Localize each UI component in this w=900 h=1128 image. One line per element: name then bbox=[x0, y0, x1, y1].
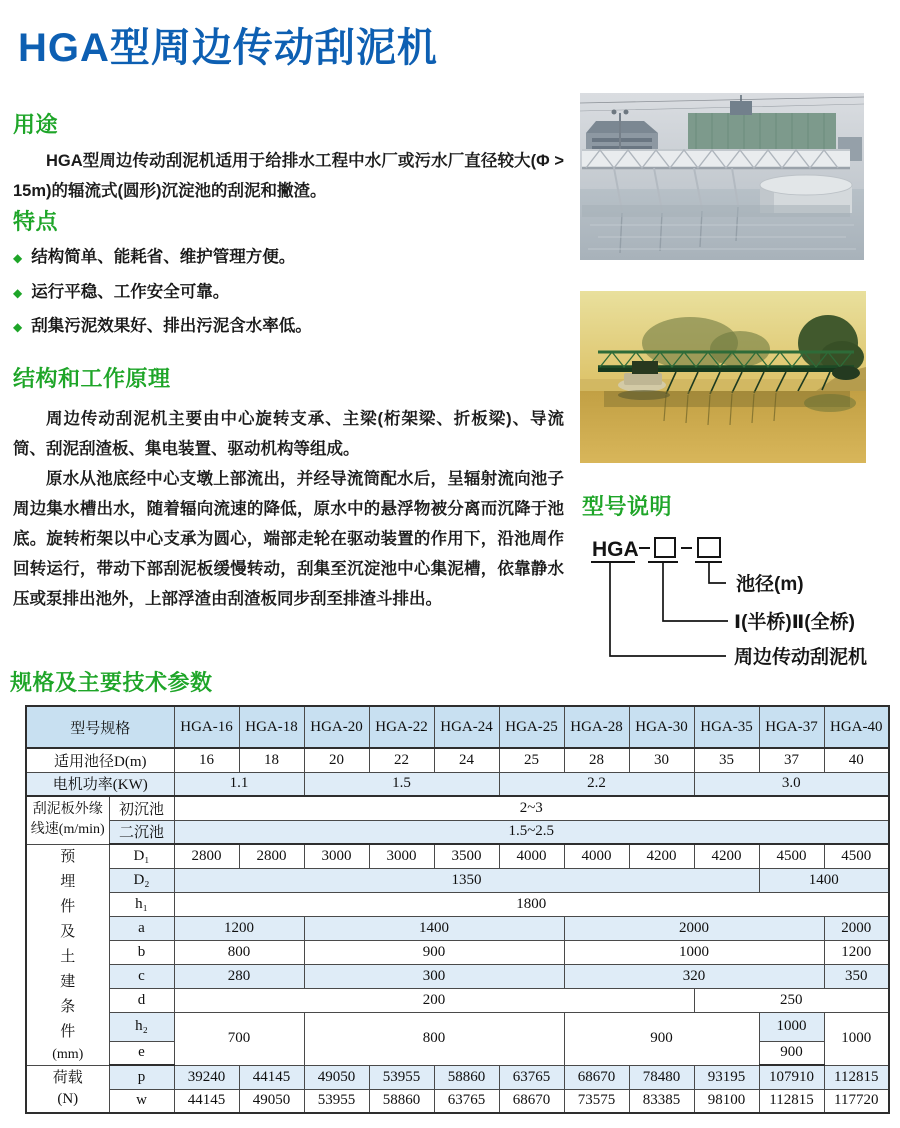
cell: 1200 bbox=[824, 940, 889, 964]
row-label: a bbox=[109, 916, 174, 940]
table-row-pool-diameter bbox=[26, 748, 889, 772]
feature-text: 结构简单、能耗省、维护管理方便。 bbox=[31, 248, 296, 266]
cell: 2800 bbox=[239, 844, 304, 868]
cell: 35 bbox=[694, 748, 759, 772]
feature-item bbox=[13, 241, 564, 276]
table-row-line-speed-secondary bbox=[26, 820, 889, 844]
model-header-cell: HGA-37 bbox=[759, 706, 824, 748]
cell: 900 bbox=[564, 1012, 759, 1065]
cell: 40 bbox=[824, 748, 889, 772]
row-label: w bbox=[109, 1089, 174, 1113]
cell: 78480 bbox=[629, 1065, 694, 1089]
cell: 98100 bbox=[694, 1089, 759, 1113]
table-row-models bbox=[26, 706, 889, 748]
model-label-bridge-type: Ⅰ(半桥)Ⅱ(全桥) bbox=[734, 612, 855, 633]
group-label-text: 荷载 bbox=[52, 1069, 83, 1086]
table-row-h1 bbox=[26, 892, 889, 916]
cell: 1.5 bbox=[304, 772, 499, 796]
cell: 58860 bbox=[369, 1089, 434, 1113]
cell: 4000 bbox=[564, 844, 629, 868]
cell: 25 bbox=[499, 748, 564, 772]
cell: 2.2 bbox=[499, 772, 694, 796]
group-label-embedded-parts bbox=[26, 844, 109, 1065]
model-code-diagram bbox=[578, 520, 900, 675]
cell: 1000 bbox=[564, 940, 824, 964]
cell: 4200 bbox=[629, 844, 694, 868]
diamond-bullet-icon: ◆ bbox=[13, 285, 23, 300]
usage-paragraph-block bbox=[13, 146, 564, 206]
cell: 1000 bbox=[759, 1012, 824, 1041]
row-label: b bbox=[109, 940, 174, 964]
row-label: c bbox=[109, 964, 174, 988]
cell: 800 bbox=[174, 940, 304, 964]
cell: 18 bbox=[239, 748, 304, 772]
cell: 39240 bbox=[174, 1065, 239, 1089]
model-header-cell: HGA-22 bbox=[369, 706, 434, 748]
table-row-motor-power bbox=[26, 772, 889, 796]
usage-paragraph: HGA型周边传动刮泥机适用于给排水工程中水厂或污水厂直径较大(Φ > 15m)的辐流式(圆形)沉淀池的刮泥和撇渣。 bbox=[13, 152, 564, 200]
model-header-cell: HGA-20 bbox=[304, 706, 369, 748]
cell: 800 bbox=[304, 1012, 564, 1065]
cell: 1350 bbox=[174, 868, 759, 892]
diamond-bullet-icon: ◆ bbox=[13, 251, 23, 265]
cell: 3000 bbox=[304, 844, 369, 868]
cell: 2800 bbox=[174, 844, 239, 868]
feature-item bbox=[13, 310, 564, 345]
table-row-line-speed-primary bbox=[26, 796, 889, 820]
cell: 2000 bbox=[564, 916, 824, 940]
cell: 4500 bbox=[824, 844, 889, 868]
model-box-bridge-type bbox=[655, 538, 675, 557]
group-label-text: 预埋件及土建条件 bbox=[60, 848, 76, 1040]
table-row-load-p bbox=[26, 1065, 889, 1089]
row-label: e bbox=[109, 1041, 174, 1065]
row-label: 初沉池 bbox=[109, 796, 174, 820]
cell: 20 bbox=[304, 748, 369, 772]
cell: 900 bbox=[759, 1041, 824, 1065]
cell: 200 bbox=[174, 988, 694, 1012]
cell: 2~3 bbox=[174, 796, 889, 820]
cell: 280 bbox=[174, 964, 304, 988]
cell: 112815 bbox=[824, 1065, 889, 1089]
cell: 4200 bbox=[694, 844, 759, 868]
photo-scraper-bridge-sunset bbox=[580, 291, 866, 463]
cell: 700 bbox=[174, 1012, 304, 1065]
cell: 22 bbox=[369, 748, 434, 772]
spec-table bbox=[25, 705, 890, 1114]
model-label-pool-diameter: 池径(m) bbox=[736, 574, 804, 595]
row-label: d bbox=[109, 988, 174, 1012]
cell: 3.0 bbox=[694, 772, 889, 796]
section-heading-features: 特点 bbox=[13, 209, 59, 234]
table-row-load-w bbox=[26, 1089, 889, 1113]
principle-paragraph: 周边传动刮泥机主要由中心旋转支承、主梁(桁架梁、折板梁)、导流筒、刮泥刮渣板、集电装置、驱动机构等组成。 bbox=[13, 410, 564, 458]
section-heading-specs: 规格及主要技术参数 bbox=[10, 670, 213, 695]
cell: 112815 bbox=[759, 1089, 824, 1113]
feature-text: 刮集污泥效果好、排出污泥含水率低。 bbox=[31, 317, 312, 335]
table-row-h2 bbox=[26, 1012, 889, 1041]
principle-paragraph-block bbox=[13, 404, 564, 614]
section-heading-model: 型号说明 bbox=[582, 494, 673, 519]
model-label-machine-name: 周边传动刮泥机 bbox=[734, 647, 868, 668]
cell: 2000 bbox=[824, 916, 889, 940]
model-header-cell: HGA-18 bbox=[239, 706, 304, 748]
cell: 4000 bbox=[499, 844, 564, 868]
cell: 28 bbox=[564, 748, 629, 772]
table-row-d1 bbox=[26, 844, 889, 868]
group-label-unit: (mm) bbox=[52, 1046, 84, 1062]
cell: 37 bbox=[759, 748, 824, 772]
model-header-cell: HGA-35 bbox=[694, 706, 759, 748]
cell: 320 bbox=[564, 964, 824, 988]
group-label-line-speed: 刮泥板外缘线速(m/min) bbox=[26, 796, 109, 844]
cell: 44145 bbox=[239, 1065, 304, 1089]
photo-scraper-bridge-plant bbox=[580, 93, 864, 260]
row-label: 适用池径D(m) bbox=[26, 748, 174, 772]
row-label: D₂ bbox=[109, 868, 174, 892]
cell: 1400 bbox=[759, 868, 889, 892]
cell: 1.5~2.5 bbox=[174, 820, 889, 844]
cell: 73575 bbox=[564, 1089, 629, 1113]
cell: 1200 bbox=[174, 916, 304, 940]
feature-item bbox=[13, 276, 564, 311]
cell: 350 bbox=[824, 964, 889, 988]
table-row-c bbox=[26, 964, 889, 988]
cell: 1.1 bbox=[174, 772, 304, 796]
cell: 3000 bbox=[369, 844, 434, 868]
row-label: h₁ bbox=[109, 892, 174, 916]
cell: 107910 bbox=[759, 1065, 824, 1089]
cell: 300 bbox=[304, 964, 564, 988]
diamond-bullet-icon: ◆ bbox=[13, 320, 23, 334]
cell: 49050 bbox=[304, 1065, 369, 1089]
principle-paragraph: 原水从池底经中心支墩上部流出，并经导流筒配水后，呈辐射流向池子周边集水槽出水，随着辐向流速的降低，原水中的悬浮物被分离而沉降于池底。旋转桁架以中心支承为圆心，端部走轮在驱动装置的作用下，沿池周作回转运行，带动下部刮泥板缓慢转动，刮集至沉淀池中心集泥槽，依靠静水压或泵排出池外，上部浮渣由刮渣板同步刮至排渣斗排出。 bbox=[13, 470, 564, 608]
cell: 4500 bbox=[759, 844, 824, 868]
cell: 1800 bbox=[174, 892, 889, 916]
cell: 68670 bbox=[564, 1065, 629, 1089]
model-header-cell: HGA-16 bbox=[174, 706, 239, 748]
cell: 93195 bbox=[694, 1065, 759, 1089]
model-header-cell: HGA-28 bbox=[564, 706, 629, 748]
cell: 68670 bbox=[499, 1089, 564, 1113]
cell: 83385 bbox=[629, 1089, 694, 1113]
cell: 53955 bbox=[369, 1065, 434, 1089]
cell: 900 bbox=[304, 940, 564, 964]
model-header-cell: HGA-25 bbox=[499, 706, 564, 748]
feature-text: 运行平稳、工作安全可靠。 bbox=[31, 282, 230, 301]
cell: 30 bbox=[629, 748, 694, 772]
group-label-unit: (N) bbox=[57, 1090, 79, 1107]
row-label: h₂ bbox=[109, 1012, 174, 1041]
table-row-b bbox=[26, 940, 889, 964]
table-row-a bbox=[26, 916, 889, 940]
table-row-d bbox=[26, 988, 889, 1012]
row-label: p bbox=[109, 1065, 174, 1089]
model-header-cell: HGA-24 bbox=[434, 706, 499, 748]
cell: 44145 bbox=[174, 1089, 239, 1113]
cell: 63765 bbox=[499, 1065, 564, 1089]
cell: 3500 bbox=[434, 844, 499, 868]
cell: 49050 bbox=[239, 1089, 304, 1113]
row-label: 二沉池 bbox=[109, 820, 174, 844]
section-heading-usage: 用途 bbox=[13, 112, 59, 137]
row-label: 电机功率(KW) bbox=[26, 772, 174, 796]
row-label: D₁ bbox=[109, 844, 174, 868]
model-header-cell: HGA-40 bbox=[824, 706, 889, 748]
section-heading-principle: 结构和工作原理 bbox=[13, 366, 171, 391]
cell: 117720 bbox=[824, 1089, 889, 1113]
cell: 24 bbox=[434, 748, 499, 772]
cell: 16 bbox=[174, 748, 239, 772]
feature-list bbox=[13, 241, 564, 345]
cell: 1000 bbox=[824, 1012, 889, 1065]
page-title: HGA型周边传动刮泥机 bbox=[18, 26, 438, 70]
cell: 250 bbox=[694, 988, 889, 1012]
model-header-cell: HGA-30 bbox=[629, 706, 694, 748]
model-prefix-text: HGA bbox=[592, 538, 639, 561]
cell: 1400 bbox=[304, 916, 564, 940]
group-label-load bbox=[26, 1065, 109, 1113]
cell: 58860 bbox=[434, 1065, 499, 1089]
cell: 63765 bbox=[434, 1089, 499, 1113]
table-row-d2 bbox=[26, 868, 889, 892]
col-header-model-spec: 型号规格 bbox=[26, 706, 174, 748]
cell: 53955 bbox=[304, 1089, 369, 1113]
model-box-pool-diameter bbox=[698, 538, 720, 557]
